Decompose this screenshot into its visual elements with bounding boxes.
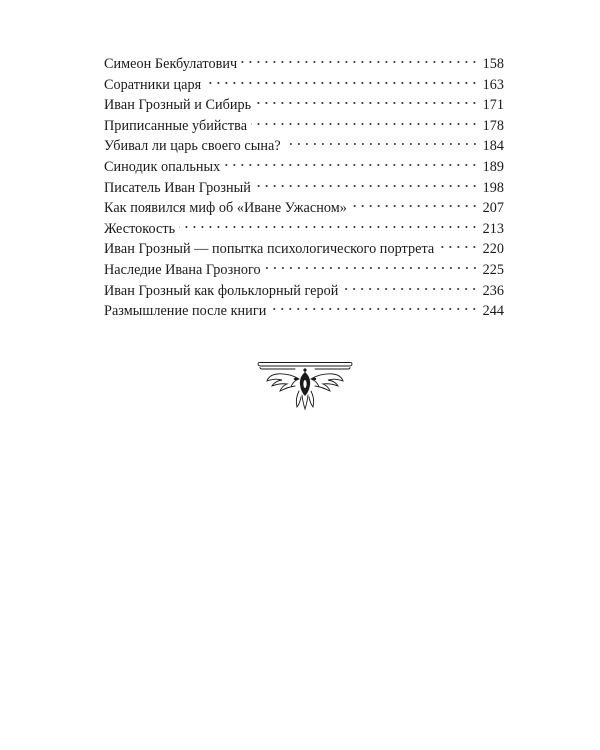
toc-entry-title: Размышление после книги [104,303,267,320]
dot-leader [255,183,479,189]
toc-entry-page: 220 [482,241,504,258]
toc-entry [104,283,504,304]
toc-entry-page: 158 [482,56,504,72]
dot-leader [285,141,479,147]
toc-entry-page: 163 [482,76,504,93]
toc-entry-title: Соратники царя [104,76,202,93]
toc-entry [104,303,504,324]
dot-leader [270,306,478,312]
dot-leader [438,244,478,250]
toc-entry-page: 213 [482,220,504,237]
dot-leader [241,59,478,65]
dot-leader [251,121,479,127]
toc-entry-page: 207 [482,200,504,217]
toc-entry-page: 184 [482,138,504,155]
toc-entry [104,56,504,77]
toc-entry [104,200,504,221]
toc-entry [104,77,504,98]
table-of-contents [104,56,504,324]
toc-entry [104,159,504,180]
toc-entry [104,118,504,139]
dot-leader [205,80,478,86]
toc-entry-title: Симеон Бекбулатович [104,56,238,72]
toc-entry-page: 171 [482,97,504,114]
toc-entry-title: Синодик опальных [104,158,221,175]
dot-leader [265,265,479,271]
toc-entry-title: Писатель Иван Грозный [104,179,251,196]
toc-entry [104,221,504,242]
dot-leader [351,203,479,209]
toc-entry [104,138,504,159]
toc-entry-title: Приписанные убийства [104,117,248,134]
dot-leader [179,224,478,230]
dot-leader [255,100,478,106]
toc-entry-title: Убивал ли царь своего сына? [104,138,281,155]
toc-entry-title: Жестокость [104,220,176,237]
dot-leader [224,162,478,168]
toc-entry-title: Иван Грозный — попытка психологического портрета [104,241,435,258]
toc-entry [104,241,504,262]
toc-entry-page: 178 [482,117,504,134]
toc-entry-title: Иван Грозный и Сибирь [104,97,252,114]
toc-entry [104,97,504,118]
toc-entry-page: 189 [482,158,504,175]
toc-entry-page: 225 [482,261,504,278]
toc-entry-page: 236 [482,282,504,299]
toc-entry-title: Наследие Ивана Грозного [104,261,261,278]
winged-vignette-icon [255,357,355,413]
toc-entry-page: 244 [482,303,504,320]
toc-entry [104,180,504,201]
dot-leader [342,286,478,292]
toc-entry-title: Иван Грозный как фольклорный герой [104,282,339,299]
toc-entry [104,262,504,283]
toc-entry-page: 198 [482,179,504,196]
toc-entry-title: Как появился миф об «Иване Ужасном» [104,200,347,217]
